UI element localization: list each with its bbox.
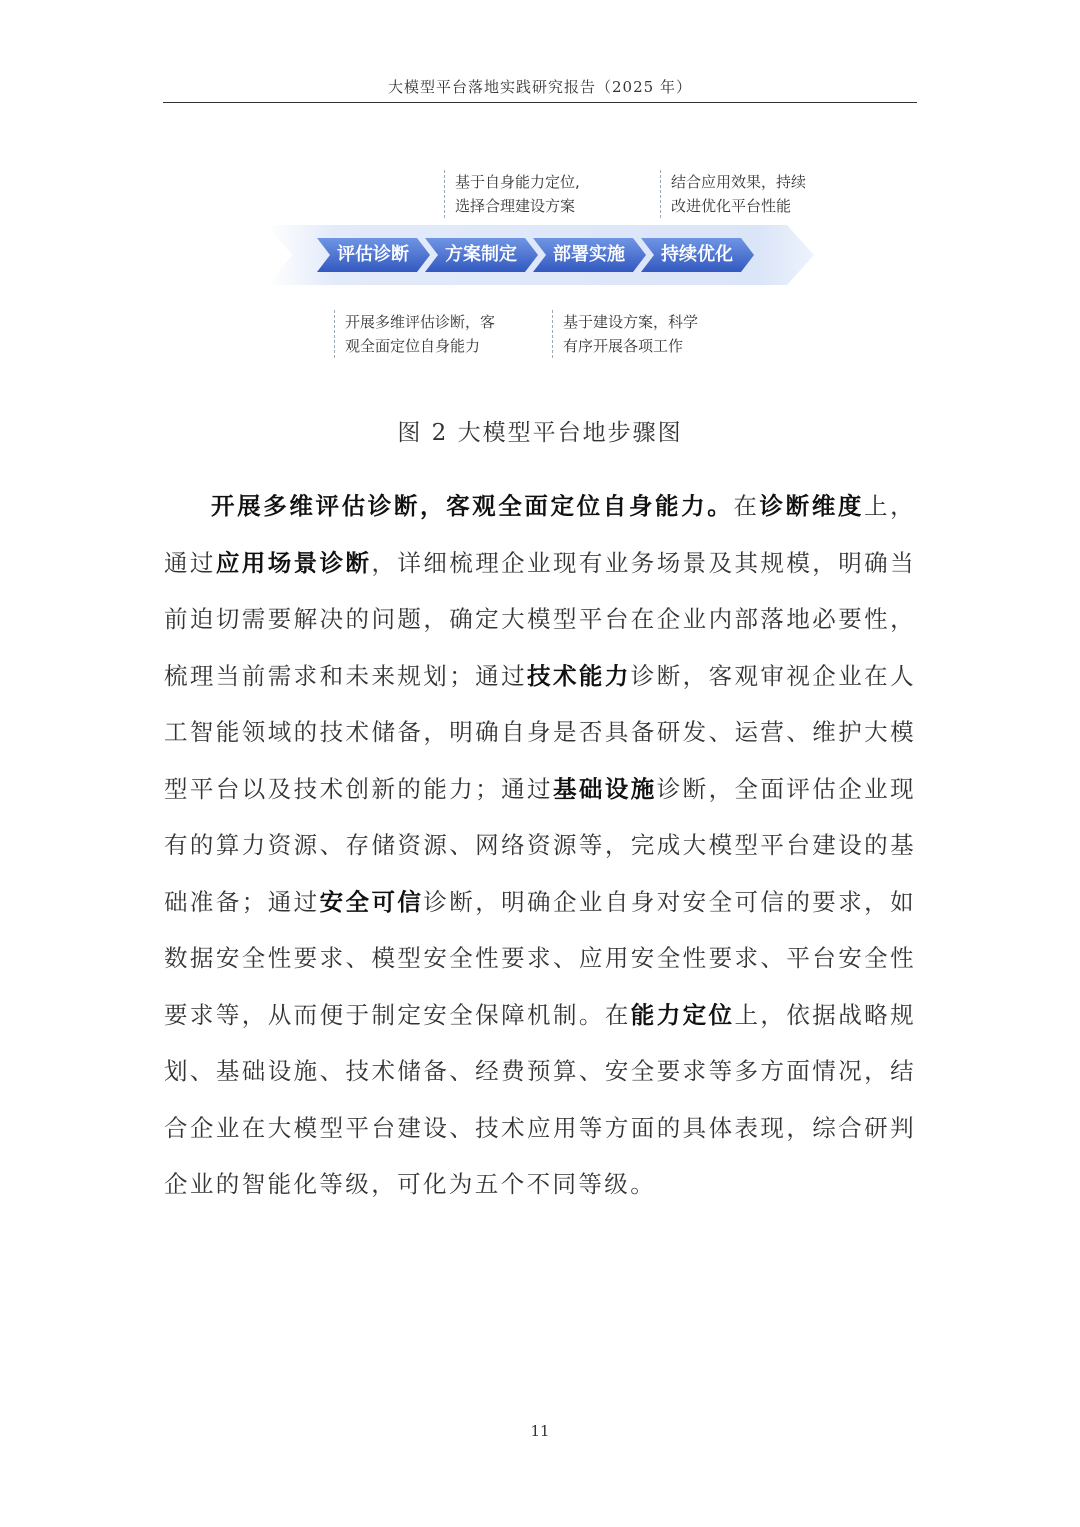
note-deploy-line2: 有序开展各项工作	[563, 337, 684, 355]
page-number: 11	[530, 1422, 550, 1440]
term-capability-positioning: 能力定位	[630, 1000, 735, 1029]
note-deploy-line1: 基于建设方案，科学	[563, 313, 699, 331]
note-deploy	[552, 310, 698, 358]
step-label-1: 评估诊断	[337, 244, 409, 265]
para-text-6: 诊断，明确企业自身对安全可信的要求，如数据安全性要求、模型安全性要求、应用安全性要求、平台安全性要求等，从而便于制定安全保障机制。在	[164, 887, 916, 1029]
term-diagnosis-dimension: 诊断维度	[759, 492, 864, 520]
para-text-5: 诊断，全面评估企业现有的算力资源、存储资源、网络资源等，完成大模型平台建设的基础准备；通过	[164, 774, 917, 916]
para-text-7: 上，依据战略规划、基础设施、技术储备、经费预算、安全要求等多方面情况，结合企业在大模型平台建设、技术应用等方面的具体表现，综合研判企业的智能化等级，可化为五个不同等级。	[164, 1000, 916, 1198]
term-security-trust: 安全可信	[319, 887, 424, 916]
para-text-1: 在	[733, 492, 760, 520]
note-assess	[334, 310, 495, 358]
para-text-3: ，详细梳理企业现有业务场景及其规模，明确当前迫切需要解决的问题，确定大模型平台在企业内部落地必要性，梳理当前需求和未来规划；通过	[164, 548, 916, 690]
step-label-4: 持续优化	[661, 244, 733, 265]
step-label-3: 部署实施	[553, 244, 625, 265]
lead-sentence: 开展多维评估诊断，客观全面定位自身能力。	[211, 492, 734, 520]
step-label-2: 方案制定	[445, 244, 517, 265]
note-plan-line2: 选择合理建设方案	[455, 197, 576, 215]
note-optimize-line2: 改进优化平台性能	[671, 197, 792, 215]
header-title: 大模型平台落地实践研究报告（2025 年）	[388, 78, 692, 96]
note-assess-line1: 开展多维评估诊断，客	[345, 313, 496, 331]
body-paragraph	[164, 478, 916, 1213]
process-diagram	[262, 160, 822, 370]
figure-caption: 图 2 大模型平台地步骤图	[397, 420, 683, 446]
term-scenario-diagnosis: 应用场景诊断	[215, 548, 372, 577]
note-plan-line1: 基于自身能力定位,	[455, 173, 580, 191]
page-header	[163, 76, 917, 103]
note-plan	[444, 170, 580, 218]
note-optimize-line1: 结合应用效果，持续	[671, 173, 807, 191]
para-text-4: 诊断，客观审视企业在人工智能领域的技术储备，明确自身是否具备研发、运营、维护大模型平台以及技术创新的能力；通过	[164, 661, 916, 803]
note-assess-line2: 观全面定位自身能力	[345, 337, 481, 355]
term-infrastructure: 基础设施	[552, 774, 657, 803]
term-tech-capability: 技术能力	[527, 661, 631, 690]
note-optimize	[660, 170, 806, 218]
para-text-2: 上，通过	[164, 492, 917, 577]
